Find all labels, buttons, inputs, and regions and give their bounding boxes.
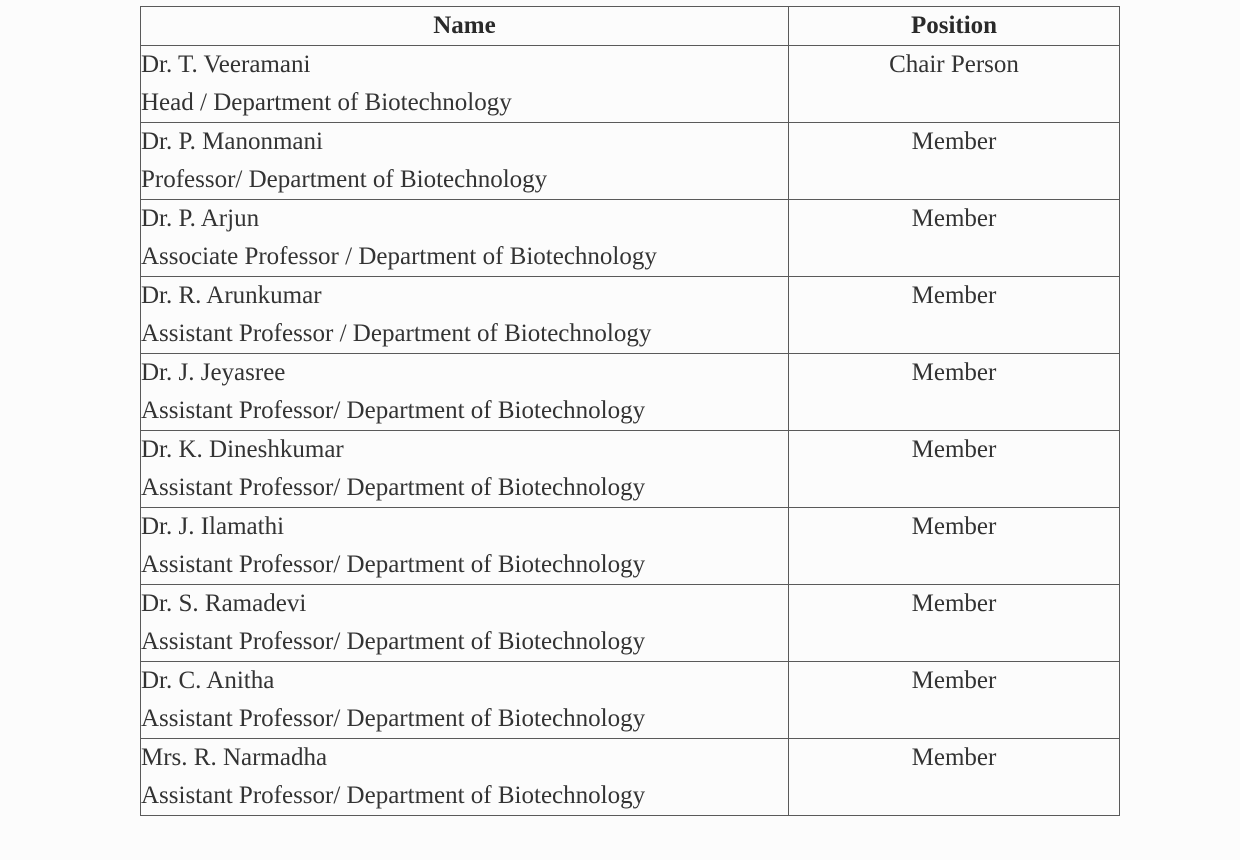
person-title: Associate Professor / Department of Biotechnology	[141, 243, 657, 270]
position-text: Member	[911, 513, 997, 540]
position-cell	[789, 739, 1120, 816]
position-text: Member	[911, 128, 997, 155]
name-cell	[141, 508, 789, 585]
person-title: Assistant Professor/ Department of Biotechnology	[141, 474, 646, 501]
person-title: Head / Department of Biotechnology	[141, 89, 512, 116]
name-cell	[141, 123, 789, 200]
name-cell	[141, 354, 789, 431]
position-text: Chair Person	[889, 51, 1019, 78]
table-row	[141, 46, 1120, 123]
person-name: Dr. T. Veeramani	[141, 51, 311, 78]
position-text: Member	[911, 359, 997, 386]
name-cell	[141, 46, 789, 123]
person-name: Dr. J. Jeyasree	[141, 359, 286, 386]
person-title: Assistant Professor/ Department of Biotechnology	[141, 397, 646, 424]
position-cell	[789, 585, 1120, 662]
position-text: Member	[911, 744, 997, 771]
person-name: Dr. R. Arunkumar	[141, 282, 322, 309]
person-title: Assistant Professor/ Department of Biotechnology	[141, 782, 646, 809]
position-cell	[789, 354, 1120, 431]
person-name: Dr. J. Ilamathi	[141, 513, 285, 540]
table-row	[141, 431, 1120, 508]
position-cell	[789, 200, 1120, 277]
header-name: Name	[141, 7, 789, 46]
name-cell	[141, 200, 789, 277]
position-text: Member	[911, 282, 997, 309]
person-name: Mrs. R. Narmadha	[141, 744, 328, 771]
person-title: Assistant Professor / Department of Biotechnology	[141, 320, 652, 347]
position-text: Member	[911, 205, 997, 232]
table-row	[141, 508, 1120, 585]
table-row	[141, 354, 1120, 431]
position-cell	[789, 277, 1120, 354]
person-title: Assistant Professor/ Department of Biotechnology	[141, 705, 646, 732]
table-row	[141, 123, 1120, 200]
person-name: Dr. S. Ramadevi	[141, 590, 307, 617]
person-name: Dr. P. Manonmani	[141, 128, 323, 155]
position-cell	[789, 46, 1120, 123]
person-title: Assistant Professor/ Department of Biotechnology	[141, 551, 646, 578]
header-position: Position	[789, 7, 1120, 46]
table-row	[141, 585, 1120, 662]
name-cell	[141, 431, 789, 508]
name-cell	[141, 739, 789, 816]
committee-table	[140, 6, 1120, 816]
table-row	[141, 739, 1120, 816]
person-title: Professor/ Department of Biotechnology	[141, 166, 548, 193]
table-row	[141, 662, 1120, 739]
name-cell	[141, 277, 789, 354]
position-text: Member	[911, 667, 997, 694]
position-cell	[789, 431, 1120, 508]
position-cell	[789, 662, 1120, 739]
position-cell	[789, 508, 1120, 585]
person-name: Dr. C. Anitha	[141, 667, 275, 694]
name-cell	[141, 662, 789, 739]
table-row	[141, 200, 1120, 277]
table-header-row	[141, 7, 1120, 46]
person-name: Dr. P. Arjun	[141, 205, 260, 232]
table-row	[141, 277, 1120, 354]
position-cell	[789, 123, 1120, 200]
person-name: Dr. K. Dineshkumar	[141, 436, 344, 463]
position-text: Member	[911, 436, 997, 463]
person-title: Assistant Professor/ Department of Biotechnology	[141, 628, 646, 655]
position-text: Member	[911, 590, 997, 617]
name-cell	[141, 585, 789, 662]
